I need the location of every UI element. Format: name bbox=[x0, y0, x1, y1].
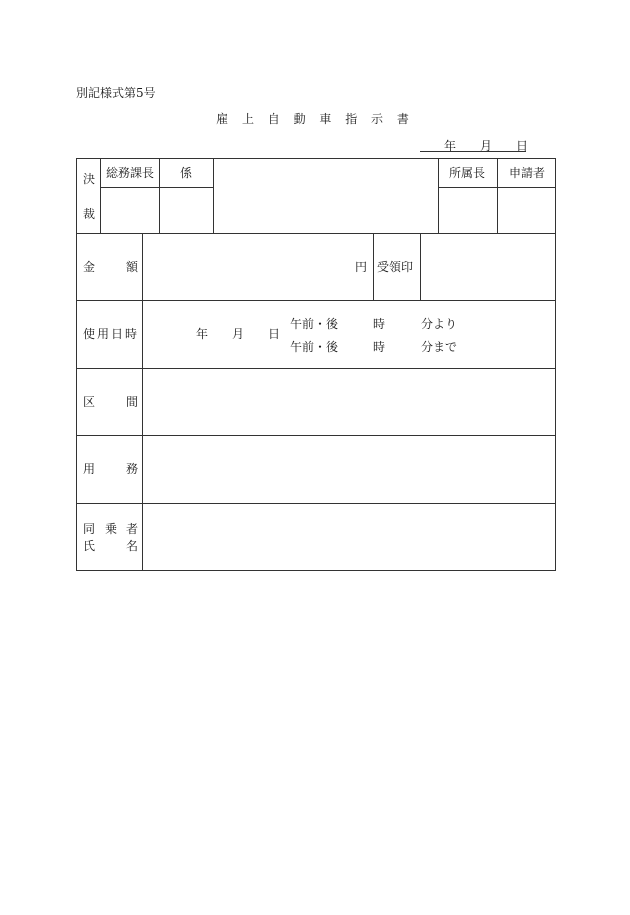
to-ampm-label: 午前・後 bbox=[290, 340, 339, 354]
department-head-seal-box[interactable] bbox=[439, 188, 496, 232]
usage-day-label: 日 bbox=[268, 327, 281, 341]
yen-unit: 円 bbox=[355, 260, 368, 274]
general-affairs-chief-label: 総務課長 bbox=[106, 166, 155, 180]
date-line[interactable] bbox=[420, 137, 529, 153]
receipt-seal-box[interactable] bbox=[421, 234, 555, 299]
usage-year-label: 年 bbox=[196, 327, 209, 341]
amount-label-right: 額 bbox=[126, 260, 139, 274]
approval-label-bottom: 裁 bbox=[83, 207, 96, 221]
from-minute-label: 分より bbox=[421, 317, 458, 331]
col-divider bbox=[373, 233, 374, 300]
order-form-table bbox=[76, 158, 556, 571]
date-day-label: 日 bbox=[516, 139, 529, 153]
approval-blank-area[interactable] bbox=[214, 160, 437, 232]
applicant-label: 申請者 bbox=[509, 166, 546, 180]
general-affairs-chief-seal-box[interactable] bbox=[101, 188, 158, 232]
receipt-seal-label: 受領印 bbox=[377, 260, 414, 274]
usage-datetime-label: 使用日時 bbox=[83, 327, 140, 341]
amount-label-left: 金 bbox=[83, 260, 96, 274]
applicant-seal-box[interactable] bbox=[498, 188, 555, 232]
row-divider bbox=[77, 300, 556, 301]
section-field[interactable] bbox=[143, 369, 555, 434]
section-label-right: 間 bbox=[126, 395, 139, 409]
date-month-label: 月 bbox=[480, 139, 493, 153]
passengers-label-3: 者 bbox=[126, 522, 139, 536]
approval-label-top: 決 bbox=[83, 172, 96, 186]
staff-label: 係 bbox=[180, 166, 193, 180]
to-hour-label: 時 bbox=[373, 340, 386, 354]
department-head-label: 所属長 bbox=[449, 166, 486, 180]
form-number: 別記様式第5号 bbox=[76, 86, 156, 100]
to-minute-label: 分まで bbox=[421, 340, 458, 354]
staff-seal-box[interactable] bbox=[160, 188, 212, 232]
purpose-label-left: 用 bbox=[83, 462, 96, 476]
date-year-label: 年 bbox=[444, 139, 457, 153]
passengers-label-1: 同 bbox=[83, 522, 96, 536]
from-ampm-label: 午前・後 bbox=[290, 317, 339, 331]
purpose-field[interactable] bbox=[143, 436, 555, 502]
amount-field[interactable] bbox=[143, 234, 372, 299]
passengers-name-label-1: 氏 bbox=[83, 539, 96, 553]
passengers-label-2: 乗 bbox=[105, 522, 118, 536]
passengers-name-label-2: 名 bbox=[126, 539, 139, 553]
passengers-field[interactable] bbox=[143, 504, 555, 570]
section-label-left: 区 bbox=[83, 395, 96, 409]
purpose-label-right: 務 bbox=[126, 462, 139, 476]
form-title: 雇 上 自 動 車 指 示 書 bbox=[216, 112, 414, 126]
from-hour-label: 時 bbox=[373, 317, 386, 331]
usage-month-label: 月 bbox=[232, 327, 245, 341]
